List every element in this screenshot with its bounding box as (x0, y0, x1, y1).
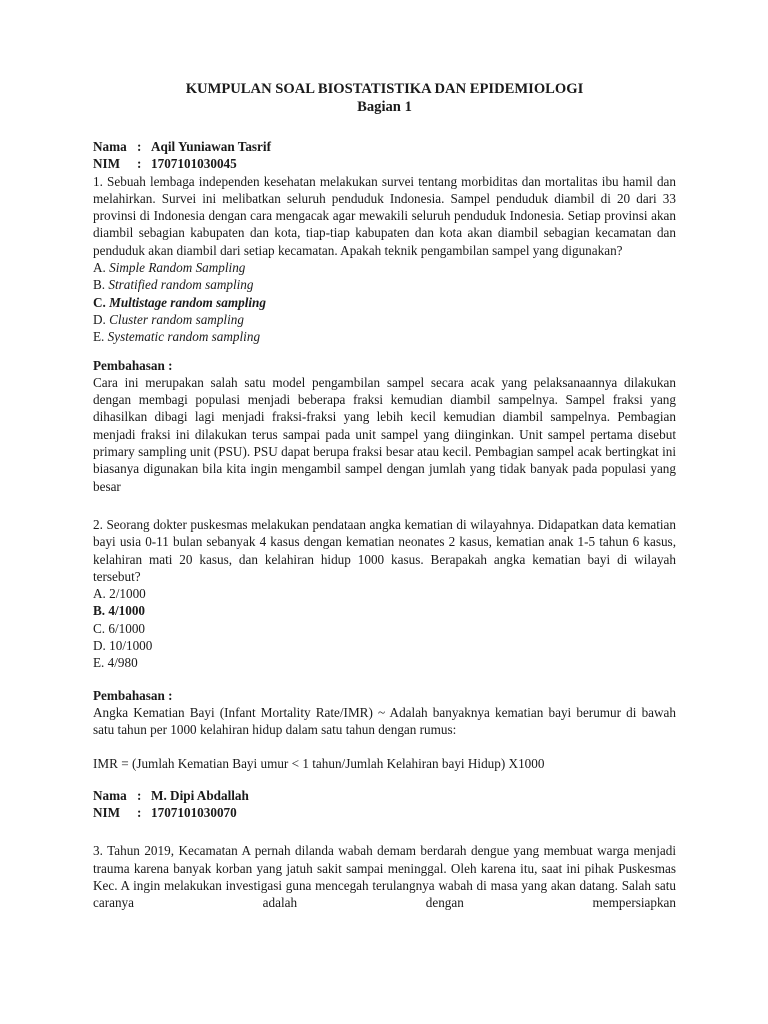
option-row: C. 6/1000 (93, 620, 146, 636)
option-row: D. Cluster random sampling (93, 311, 244, 327)
student-2-nim: 1707101030070 (151, 805, 237, 821)
student-1-nim-row (93, 155, 676, 172)
question-2-text: 2. Seorang dokter puskesmas melakukan pendataan angka kematian di wilayahnya. Didapatkan data kematian bayi usia 0-11 bulan sebanyak 4 kasus dengan kematian neonates 2 kasus, kematian anak 1-5 tahun 6 kasus, kelahiran mati 20 kasus, dan kelahiran hidup 1000 kasus. Berapakah angka kematian bayi di wilayah tersebut? (93, 516, 676, 584)
colon: : (137, 805, 142, 821)
question-3-number: 3. (93, 843, 103, 859)
option-row: A. 2/1000 (93, 586, 146, 602)
pembahasan-1-text: Cara ini merupakan salah satu model pengambilan sampel secara acak yang pelaksanaannya dilakukan dengan membagi populasi menjadi beberapa fraksi kemudian diambil sampelnya. Sampel fraksi yang dihasilkan dibagi lagi menjadi fraksi-fraksi yang lebih kecil kemudian diambil sampelnya. Pembagian menjadi fraksi ini dilakukan terus sampai pada unit sampel yang diinginkan. Unit sampel pertama disebut primary sampling unit (PSU). PSU dapat berupa fraksi besar atau kecil. Pembagian sampel acak bertingkat ini biasanya digunakan bila kita ingin mengambil sampel dengan jumlah yang tidak banyak pada populasi yang besar (93, 374, 676, 494)
option-row-correct: B. 4/1000 (93, 603, 146, 619)
nama-label: Nama (93, 787, 127, 803)
student-1-name-row (93, 138, 676, 155)
pembahasan-2-text: Angka Kematian Bayi (Infant Mortality Rate/IMR) ~ Adalah banyaknya kematian bayi berumur di bawah satu tahun per 1000 kelahiran hidup dalam satu tahun dengan rumus: (93, 704, 676, 738)
nama-label: Nama (93, 139, 127, 154)
doc-subtitle: Bagian 1 (357, 99, 412, 115)
option-row: E. Systematic random sampling (93, 329, 261, 345)
student-1-name: Aqil Yuniawan Tasrif (151, 139, 271, 154)
doc-title: KUMPULAN SOAL BIOSTATISTIKA DAN EPIDEMIOLOGI (185, 81, 584, 97)
question-2-number: 2. (93, 516, 103, 532)
nim-label: NIM (93, 156, 121, 172)
option-row: D. 10/1000 (93, 638, 153, 654)
colon: : (137, 156, 142, 172)
question-1-options (93, 259, 676, 345)
question-1-number: 1. (93, 173, 103, 189)
option-row: B. Stratified random sampling (93, 277, 254, 293)
option-row: E. 4/980 (93, 655, 138, 671)
colon: : (137, 139, 142, 154)
option-row-correct: C. Multistage random sampling (93, 294, 266, 310)
question-3-text: 3. Tahun 2019, Kecamatan A pernah dilanda wabah demam berdarah dengue yang membuat warga menjadi trauma karena banyak korban yang jatuh sakit sampai meninggal. Oleh karena itu, saat ini pihak Puskesmas Kec. A ingin melakukan investigasi guna mencegah terulangnya wabah di masa yang akan datang. Salah satu caranya adalah dengan mempersiapkan (93, 843, 676, 911)
student-2-nim-row (93, 804, 676, 821)
colon: : (137, 787, 142, 803)
doc-title-block (93, 80, 676, 116)
nim-label: NIM (93, 805, 121, 821)
student-2-name: M. Dipi Abdallah (151, 787, 249, 803)
student-1-block (93, 138, 676, 173)
question-2-options (93, 585, 676, 671)
question-1-text: 1. Sebuah lembaga independen kesehatan melakukan survei tentang morbiditas dan mortalitas ibu hamil dan melahirkan. Survei ini melibatkan seluruh penduduk Indonesia. Sampel penduduk diambil di 20 dari 33 provinsi di Indonesia dengan cara mengacak agar mewakili seluruh penduduk Indonesia. Setiap provinsi akan diambil sebagian kabupaten dan kota, tiap-tiap kabupaten dan kota akan diambil sebagian kecamatan dan penduduk akan diambil dari setiap kecamatan. Apakah teknik pengambilan sampel yang digunakan? (93, 173, 676, 258)
imr-formula: IMR = (Jumlah Kematian Bayi umur < 1 tahun/Jumlah Kelahiran bayi Hidup) X1000 (93, 755, 545, 771)
pembahasan-2-heading: Pembahasan : (93, 687, 173, 703)
pembahasan-1-heading: Pembahasan : (93, 357, 173, 373)
option-row: A. Simple Random Sampling (93, 260, 246, 276)
student-1-nim: 1707101030045 (151, 156, 237, 172)
student-2-block (93, 787, 676, 822)
student-2-name-row (93, 787, 676, 804)
